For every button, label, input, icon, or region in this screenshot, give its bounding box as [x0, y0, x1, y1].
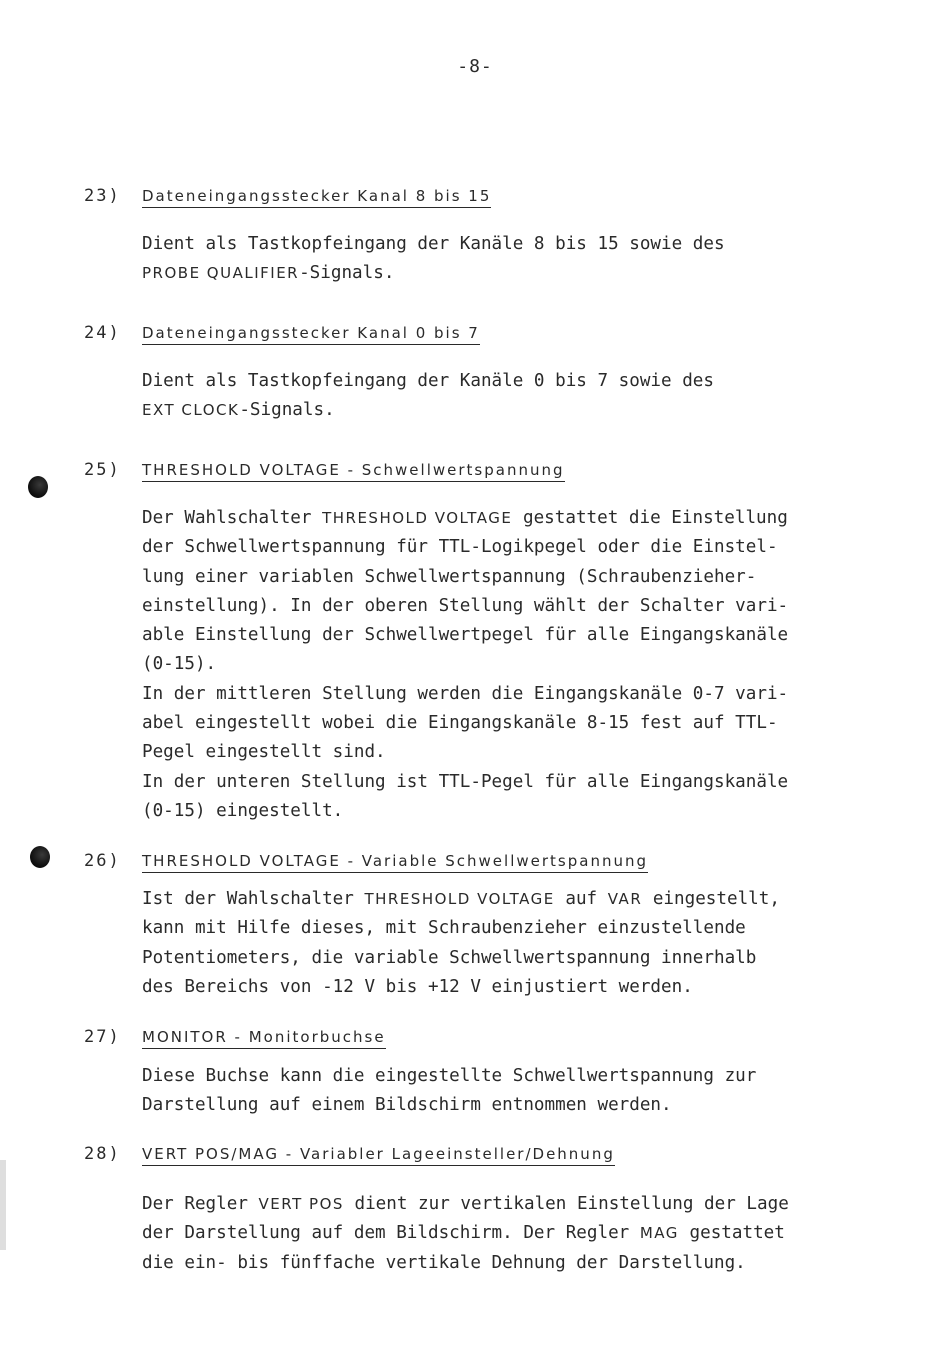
- body-text: Darstellung auf einem Bildschirm entnommen werden.: [142, 1095, 672, 1116]
- section-body: [142, 1190, 789, 1278]
- body-text: (0-15).: [142, 654, 217, 675]
- body-text: In der unteren Stellung ist TTL-Pegel für alle Eingangskanäle: [142, 771, 789, 792]
- body-text: einstellung). In der oberen Stellung wählt der Schalter vari-: [142, 595, 789, 616]
- body-line: [142, 592, 788, 621]
- body-line: [142, 680, 788, 709]
- body-line: [142, 973, 780, 1002]
- body-text: Der Regler: [142, 1194, 259, 1214]
- item-number: 27): [84, 1027, 121, 1047]
- body-line: [142, 504, 788, 533]
- body-text: Diese Buchse kann die eingestellte Schwellwertspannung zur: [142, 1066, 757, 1086]
- body-text: gestattet: [678, 1223, 785, 1244]
- item-number: 28): [84, 1144, 121, 1164]
- body-line: [142, 367, 714, 396]
- body-text: lung einer variablen Schwellwertspannung (Schraubenzieher-: [142, 566, 757, 587]
- section-heading: Dateneingangsstecker Kanal 0 bis 7: [142, 324, 480, 345]
- body-line: [142, 533, 788, 562]
- body-text: gestattet die Einstellung: [512, 508, 788, 528]
- body-text: Ist der Wahlschalter: [142, 889, 365, 909]
- body-text: der Darstellung auf dem Bildschirm. Der Regler: [142, 1223, 640, 1244]
- body-line: [142, 1219, 789, 1248]
- section-body: [142, 504, 788, 826]
- body-line: [142, 914, 780, 943]
- body-text: In der mittleren Stellung werden die Eingangskanäle 0-7 vari-: [142, 683, 789, 704]
- item-number: 24): [84, 323, 121, 343]
- item-number: 23): [84, 186, 121, 206]
- control-name: THRESHOLD VOLTAGE: [364, 890, 555, 908]
- body-line: [142, 1062, 756, 1091]
- section-body: [142, 885, 780, 1002]
- body-line: [142, 1091, 756, 1120]
- body-text: die ein- bis fünffache vertikale Dehnung der Darstellung.: [142, 1252, 746, 1273]
- body-line: [142, 1249, 789, 1278]
- control-name: VERT POS: [258, 1195, 344, 1213]
- section-body: [142, 367, 714, 426]
- section-heading: THRESHOLD VOLTAGE - Schwellwertspannung: [142, 461, 565, 482]
- section-body: [142, 230, 725, 289]
- page-number: -8-: [457, 56, 493, 77]
- body-text: eingestellt,: [642, 889, 780, 909]
- control-name: MAG: [639, 1224, 679, 1243]
- control-name: THRESHOLD VOLTAGE: [322, 509, 513, 527]
- body-text: (0-15) eingestellt.: [142, 800, 344, 821]
- body-line: [142, 738, 788, 767]
- body-text: able Einstellung der Schwellwertpegel für alle Eingangskanäle: [142, 625, 789, 646]
- body-text: kann mit Hilfe dieses, mit Schraubenzieher einzustellende: [142, 918, 746, 939]
- body-line: [142, 259, 725, 288]
- control-name: VAR: [607, 890, 643, 908]
- body-line: [142, 621, 788, 650]
- body-line: [142, 885, 780, 914]
- body-line: [142, 650, 788, 679]
- body-text: des Bereichs von -12 V bis +12 V einjustiert werden.: [142, 976, 693, 997]
- body-text: Der Wahlschalter: [142, 508, 323, 528]
- body-text: -Signals.: [299, 263, 395, 284]
- body-text: Pegel eingestellt sind.: [142, 742, 386, 763]
- body-line: [142, 1190, 789, 1219]
- scan-edge-mark: [0, 1160, 6, 1250]
- body-line: [142, 230, 725, 259]
- body-line: [142, 709, 788, 738]
- item-number: 26): [84, 851, 121, 871]
- body-text: der Schwellwertspannung für TTL-Logikpegel oder die Einstel-: [142, 537, 778, 558]
- punch-hole-dot: [28, 476, 48, 498]
- body-text: Dient als Tastkopfeingang der Kanäle 0 bis 7 sowie des: [142, 371, 714, 391]
- body-text: abel eingestellt wobei die Eingangskanäle 8-15 fest auf TTL-: [142, 713, 778, 734]
- section-heading: MONITOR - Monitorbuchse: [142, 1028, 386, 1049]
- body-text: auf: [554, 889, 608, 909]
- section-heading: VERT POS/MAG - Variabler Lageeinsteller/Dehnung: [142, 1145, 615, 1166]
- body-text: -Signals.: [239, 400, 335, 421]
- body-text: Dient als Tastkopfeingang der Kanäle 8 bis 15 sowie des: [142, 234, 725, 254]
- body-line: [142, 563, 788, 592]
- body-text: Potentiometers, die variable Schwellwertspannung innerhalb: [142, 947, 757, 968]
- body-text: dient zur vertikalen Einstellung der Lage: [343, 1194, 789, 1214]
- section-body: [142, 1062, 756, 1121]
- body-line: [142, 768, 788, 797]
- control-name: PROBE QUALIFIER: [142, 264, 300, 283]
- punch-hole-dot: [30, 846, 50, 868]
- control-name: EXT CLOCK: [142, 401, 240, 420]
- body-line: [142, 396, 714, 425]
- item-number: 25): [84, 460, 121, 480]
- body-line: [142, 944, 780, 973]
- body-line: [142, 797, 788, 826]
- section-heading: THRESHOLD VOLTAGE - Variable Schwellwertspannung: [142, 852, 648, 873]
- section-heading: Dateneingangsstecker Kanal 8 bis 15: [142, 187, 491, 208]
